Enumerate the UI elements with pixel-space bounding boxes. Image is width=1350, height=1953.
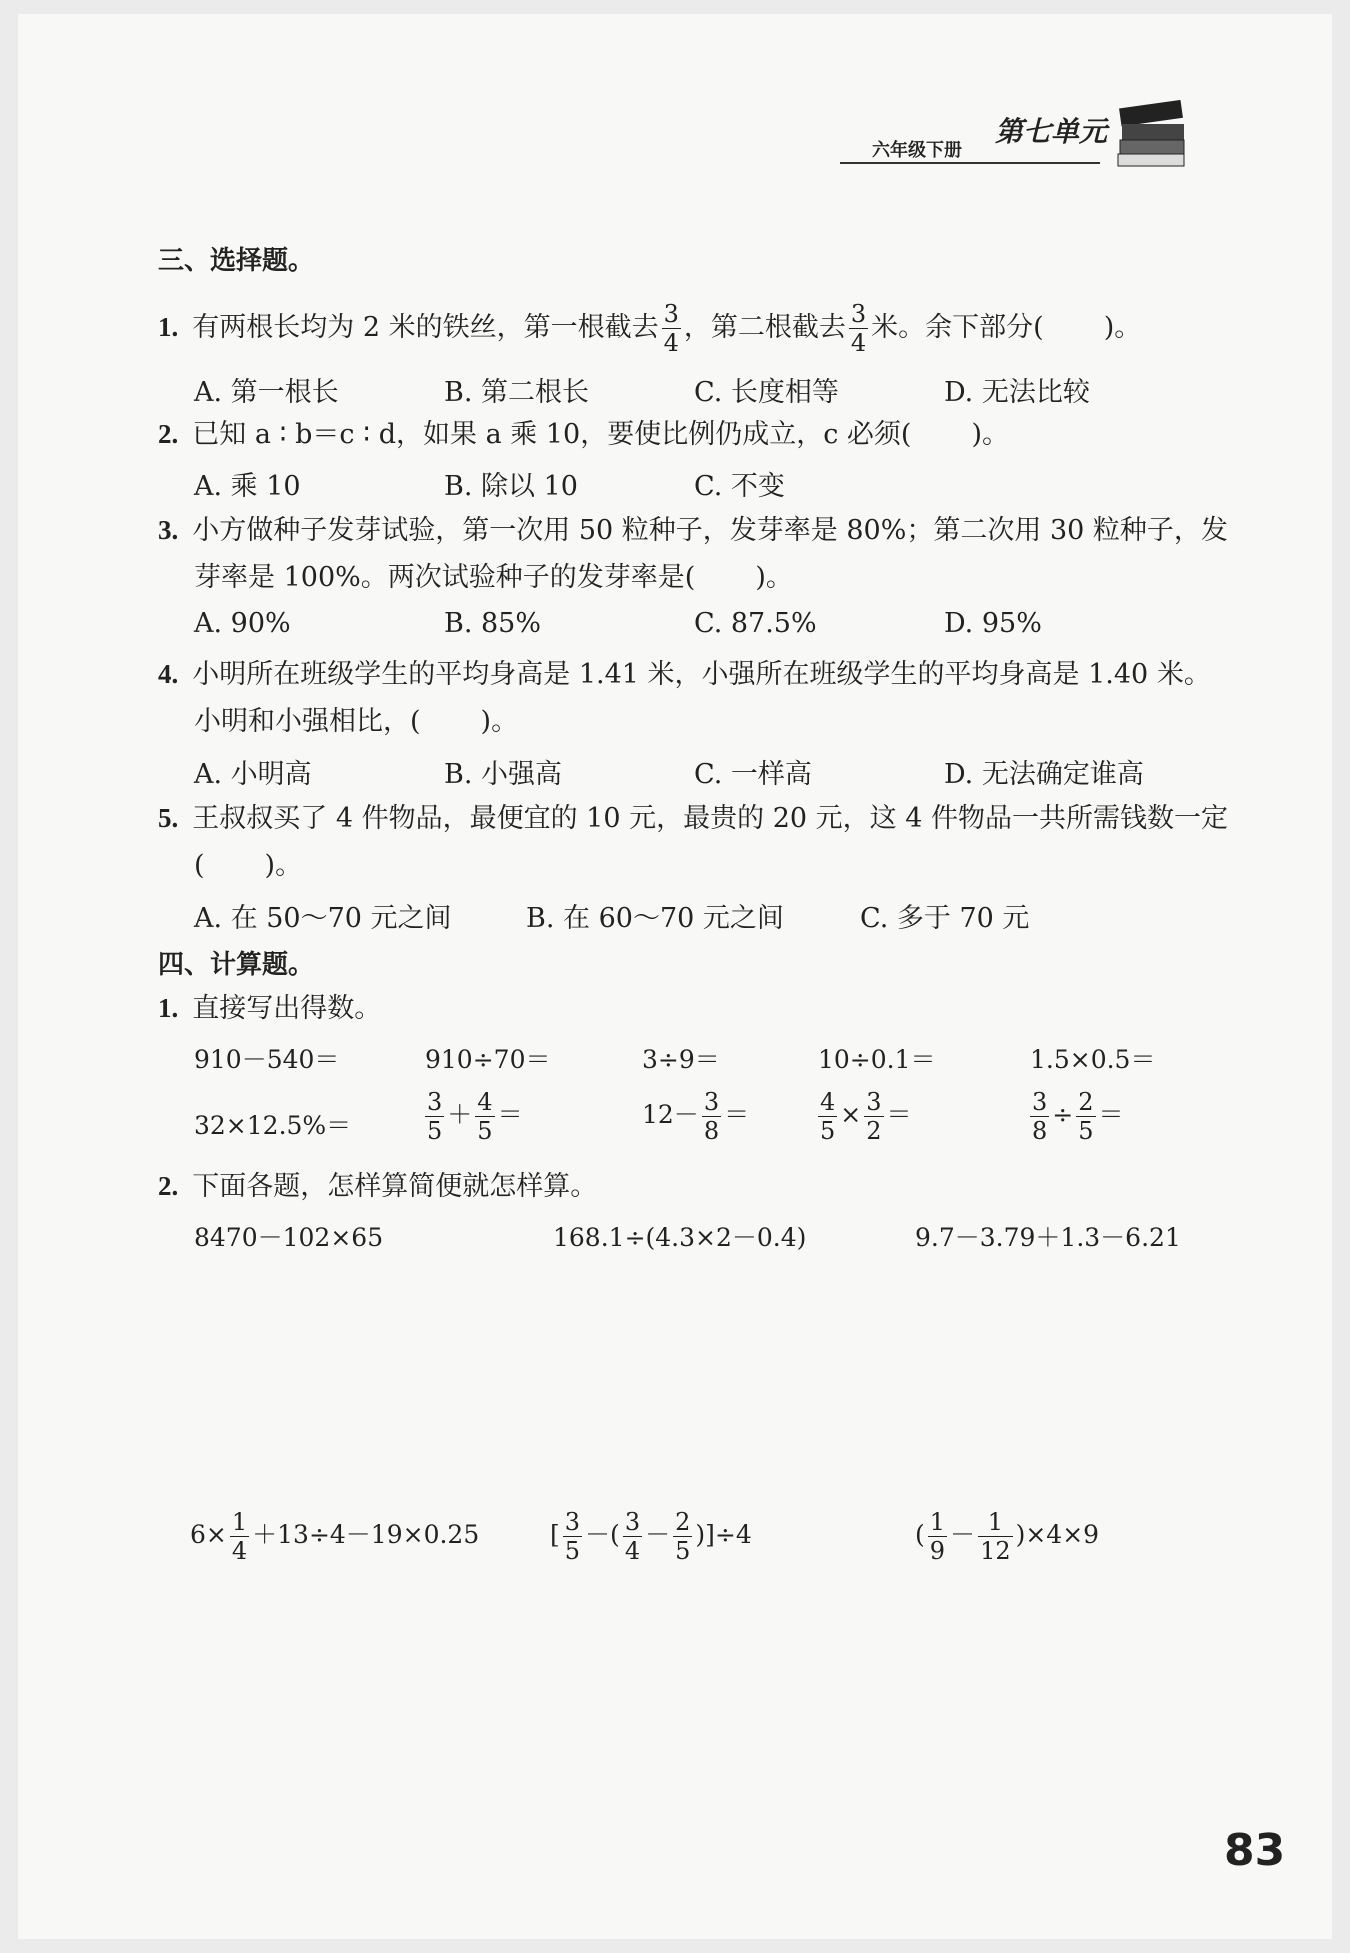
page-number: 83 xyxy=(1224,1825,1286,1876)
calc-item: 10÷0.1＝ xyxy=(818,1045,936,1074)
option-c: C. 不变 xyxy=(694,471,785,502)
question-text: )。 xyxy=(1103,312,1142,343)
option-c: C. 多于 70 元 xyxy=(860,903,1030,934)
option-a: A. 90% xyxy=(194,608,291,639)
calc-item: 1.5×0.5＝ xyxy=(1030,1045,1156,1074)
option-a: A. 小明高 xyxy=(194,759,312,790)
calc-item: 168.1÷(4.3×2－0.4) xyxy=(553,1223,807,1252)
option-b: B. 小强高 xyxy=(444,759,563,790)
question-text: 小方做种子发芽试验，第一次用 50 粒种子，发芽率是 80%；第二次用 30 粒种子，发 xyxy=(192,515,1228,546)
question-text: 小明所在班级学生的平均身高是 1.41 米，小强所在班级学生的平均身高是 1.40 米。 xyxy=(192,659,1211,690)
calc-item: 6× $\frac{1}{4}$ ＋13÷4－19×0.25 xyxy=(190,1508,480,1565)
unit-label: 第七单元 xyxy=(995,115,1108,148)
calc-item: 3÷9＝ xyxy=(642,1045,720,1074)
question-number: 3. xyxy=(158,515,179,545)
option-d: D. 95% xyxy=(944,608,1042,639)
question-text: 王叔叔买了 4 件物品，最便宜的 10 元，最贵的 20 元，这 4 件物品一共所需钱数一定 xyxy=(192,803,1228,834)
option-c: C. 87.5% xyxy=(694,608,817,639)
question-text: 有两根长均为 2 米的铁丝，第一根截去 xyxy=(192,312,659,343)
calc-item: 8470－102×65 xyxy=(194,1223,384,1252)
question-text: ，第二根截去 xyxy=(683,312,846,343)
calc-item: 9.7－3.79＋1.3－6.21 xyxy=(915,1223,1181,1252)
grade-label: 六年级下册 xyxy=(872,140,962,161)
option-b: B. 第二根长 xyxy=(444,377,590,408)
part-1-title: 1. 直接写出得数。 xyxy=(158,993,382,1024)
option-a: A. 乘 10 xyxy=(194,471,301,502)
fraction: $\frac{3}{4}$ xyxy=(850,300,867,357)
option-d: D. 无法确定谁高 xyxy=(944,759,1144,790)
calc-item: ( $\frac{1}{9}$ － $\frac{1}{12}$ )×4×9 xyxy=(915,1508,1100,1565)
option-d: D. 无法比较 xyxy=(944,377,1090,408)
option-a: A. 在 50～70 元之间 xyxy=(194,903,452,934)
question-number: 2. xyxy=(158,419,179,449)
option-b: B. 除以 10 xyxy=(444,471,578,502)
calc-item: $\frac{4}{5}$ × $\frac{3}{2}$ ＝ xyxy=(820,1088,912,1145)
option-b: B. 在 60～70 元之间 xyxy=(526,903,784,934)
question-4-line-2: 小明和小强相比，( )。 xyxy=(194,706,519,737)
option-a: A. 第一根长 xyxy=(194,377,339,408)
section-3-title: 三、选择题。 xyxy=(158,246,315,276)
calc-item: $\frac{3}{8}$ ÷ $\frac{2}{5}$ ＝ xyxy=(1032,1088,1124,1145)
question-text: 米。余下部分( xyxy=(871,312,1044,343)
question-number: 5. xyxy=(158,803,179,833)
calc-item: 910÷70＝ xyxy=(425,1045,551,1074)
section-4-title: 四、计算题。 xyxy=(158,950,315,980)
question-3 xyxy=(158,512,1228,549)
question-3-line-2: 芽率是 100%。两次试验种子的发芽率是( )。 xyxy=(194,562,793,593)
calc-item: 910－540＝ xyxy=(194,1045,340,1074)
question-5-line-2: ( )。 xyxy=(194,850,303,881)
question-2: 2. 已知 a ∶ b＝c ∶ d，如果 a 乘 10，要使比例仍成立，c 必须( )。 xyxy=(158,419,1009,450)
question-number: 4. xyxy=(158,659,179,689)
calc-item: $\frac{3}{5}$ ＋ $\frac{4}{5}$ ＝ xyxy=(427,1088,523,1145)
fraction: $\frac{3}{4}$ xyxy=(663,300,679,357)
option-c: C. 一样高 xyxy=(694,759,812,790)
option-c: C. 长度相等 xyxy=(694,377,839,408)
question-1 xyxy=(158,300,1141,357)
books-icon xyxy=(1112,100,1192,172)
part-2-title: 2. 下面各题，怎样算简便就怎样算。 xyxy=(158,1171,598,1202)
calc-item: [ $\frac{3}{5}$ －( $\frac{3}{4}$ － $\frac{2}{5}$ )]÷4 xyxy=(550,1508,752,1565)
option-b: B. 85% xyxy=(444,608,542,639)
calc-item: 12－ $\frac{3}{8}$ ＝ xyxy=(642,1088,750,1145)
question-4 xyxy=(158,656,1211,693)
question-number: 1. xyxy=(158,312,179,342)
calc-item: 32×12.5%＝ xyxy=(194,1111,352,1140)
question-5 xyxy=(158,800,1228,837)
question-text: 已知 a ∶ b＝c ∶ d，如果 a 乘 10，要使比例仍成立，c 必须( xyxy=(192,419,912,450)
